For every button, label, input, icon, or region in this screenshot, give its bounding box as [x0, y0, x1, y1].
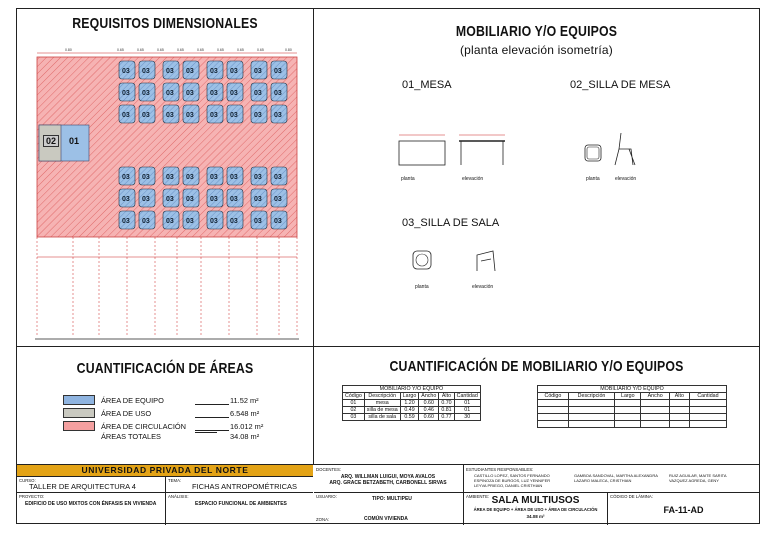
legend-label: ÁREA DE USO: [101, 409, 152, 418]
table-cell: 02: [343, 407, 365, 414]
table-cell: 0.60: [419, 414, 439, 421]
plan-chair-tag: 03: [230, 112, 238, 119]
plan-chair-tag: 03: [166, 196, 174, 203]
label-silla-mesa: 02_SILLA DE MESA: [570, 79, 671, 91]
estudiante-6: RUIZ AGUILAR, MAITE SARITA: [669, 473, 727, 478]
usuario-label: USUARIO:: [316, 494, 337, 499]
silla-mesa-planta-caption: planta: [586, 176, 600, 182]
table-cell: 0.77: [439, 414, 454, 421]
plan-chair-tag: 03: [142, 174, 150, 181]
table-cell: 0.70: [439, 400, 454, 407]
plan-chair-tag: 03: [210, 196, 218, 203]
legend-swatch: [63, 395, 95, 405]
plan-chair-tag: 03: [186, 174, 194, 181]
mob-table-2-header: Cantidad: [689, 393, 726, 400]
svg-text:0.65: 0.65: [137, 48, 144, 52]
table-cell: mesa: [364, 400, 400, 407]
plan-chair-tag: 03: [142, 112, 150, 119]
mob-table-2-header: Ancho: [641, 393, 669, 400]
section-title-cuant-mob: CUANTIFICACIÓN DE MOBILIARIO Y/O EQUIPOS: [389, 358, 684, 375]
university-banner: UNIVERSIDAD PRIVADA DEL NORTE: [17, 465, 313, 476]
plan-chair-tag: 03: [142, 218, 150, 225]
plan-chair-tag: 03: [122, 68, 130, 75]
plan-chair-tag: 03: [230, 196, 238, 203]
table-cell: 0.49: [400, 407, 419, 414]
svg-text:0.65: 0.65: [197, 48, 204, 52]
svg-text:0.65: 0.65: [177, 48, 184, 52]
titleblock-estudiantes: [464, 465, 759, 525]
plan-chair-tag: 03: [166, 112, 174, 119]
plan-chair-tag: 03: [230, 68, 238, 75]
legend-swatch: [63, 408, 95, 418]
analisis-value: ESPACIO FUNCIONAL DE AMBIENTES: [195, 501, 287, 507]
label-mesa: 01_MESA: [402, 79, 452, 91]
curso-value: TALLER DE ARQUITECTURA 4: [29, 482, 136, 491]
tema-value: FICHAS ANTROPOMÉTRICAS: [192, 482, 298, 491]
plan-chair-tag: 03: [122, 174, 130, 181]
plan-chair-tag: 03: [230, 90, 238, 97]
legend-swatch: [63, 421, 95, 431]
table-cell: 01: [343, 400, 365, 407]
estudiante-5: LAZARO MALECA, CRISTHIAN: [574, 478, 632, 483]
plan-chair-tag: 03: [210, 90, 218, 97]
plan-chair-tag: 03: [274, 218, 282, 225]
mob-table-header: Cantidad: [454, 393, 480, 400]
svg-text:0.65: 0.65: [157, 48, 164, 52]
plan-chair-tag: 03: [274, 196, 282, 203]
analisis-label: ANÁLISIS:: [168, 494, 189, 499]
legend-underline: [195, 422, 229, 431]
plan-chair-tag: 03: [230, 218, 238, 225]
area-total-underline: [195, 432, 217, 433]
docente-1: ARQ. WILLMAN LUIGUI, MOYA AVALOS: [340, 474, 436, 480]
estudiante-2: ESPINOZA DE BURGOS, LUZ YENNIFER: [474, 478, 551, 483]
estudiante-3: LEYVA PRIEGO, DANIEL CRISTHIAN: [474, 483, 543, 488]
legend-value: 11.52 m²: [230, 396, 259, 405]
table-cell: 0.46: [419, 407, 439, 414]
plan-chair-tag: 03: [186, 112, 194, 119]
tema-label: TEMA:: [168, 478, 182, 483]
table-cell: silla de mesa: [364, 407, 400, 414]
legend-value: 6.548 m²: [230, 409, 260, 418]
vertical-divider: [313, 9, 314, 464]
section-title-requisitos: REQUISITOS DIMENSIONALES: [72, 15, 258, 32]
plan-tag-01: 01: [69, 136, 80, 146]
table-cell: 30: [454, 414, 480, 421]
table-row-empty: [538, 400, 727, 407]
svg-text:0.65: 0.65: [117, 48, 124, 52]
legend-underline: [195, 396, 229, 405]
mesa-planta-caption: planta: [401, 176, 415, 182]
mob-table-header: Alto: [439, 393, 454, 400]
plan-chair-tag: 03: [210, 112, 218, 119]
table-row-empty: [538, 421, 727, 428]
table-cell: 01: [454, 400, 480, 407]
section-subtitle-mobiliario: (planta elevación isometría): [459, 43, 613, 57]
docentes-label: DOCENTES:: [316, 467, 342, 472]
plan-chair-tag: 03: [274, 174, 282, 181]
plan-chair-tag: 03: [254, 196, 262, 203]
proyecto-value: EDIFICIO DE USO MIXTOS CON ÉNFASIS EN VIVIENDA: [25, 501, 157, 507]
furniture-drawings: [389, 127, 689, 287]
mesa-elevacion-caption: elevación: [462, 176, 484, 182]
svg-text:0.65: 0.65: [237, 48, 244, 52]
plan-tag-02: 02: [43, 135, 59, 147]
silla-sala-planta-caption: planta: [415, 284, 429, 290]
mob-table-2-header: Descripción: [568, 393, 614, 400]
codigo-value: FA-11-AD: [663, 505, 704, 515]
table-row-empty: [538, 414, 727, 421]
plan-chair-tag: 03: [274, 112, 282, 119]
plan-chair-tag: 03: [166, 90, 174, 97]
table-row: [343, 414, 481, 421]
zona-label: ZONA:: [316, 517, 330, 522]
titleblock-left: [17, 465, 313, 525]
mob-table-header: Largo: [400, 393, 419, 400]
plan-chair-tag: 03: [230, 174, 238, 181]
plan-chair-tag: 03: [166, 68, 174, 75]
codigo-label: CÓDIGO DE LÁMINA:: [610, 494, 653, 499]
legend-underline: [195, 409, 229, 418]
mob-table-header: Código: [343, 393, 365, 400]
area-total-label: ÁREAS TOTALES: [101, 432, 161, 441]
plan-chair-tag: 03: [166, 174, 174, 181]
mobiliario-table-2: [537, 385, 727, 428]
legend-label: ÁREA DE CIRCULACIÓN: [101, 422, 187, 431]
mob-table-2-header: Alto: [669, 393, 689, 400]
legend-value: 16.012 m²: [230, 422, 264, 431]
plan-chair-tag: 03: [210, 218, 218, 225]
table-cell: 0.60: [419, 400, 439, 407]
curso-label: CURSO:: [19, 478, 36, 483]
plan-chair-tag: 03: [166, 218, 174, 225]
ambiente-sub: ÁREA DE EQUIPO + ÁREA DE USO + ÁREA DE CIRCULACIÓN: [473, 507, 598, 512]
plan-chair-tag: 03: [122, 90, 130, 97]
usuario-value: TIPO: MULTIPEU: [372, 496, 412, 502]
plan-chair-tag: 03: [122, 218, 130, 225]
plan-chair-tag: 03: [210, 174, 218, 181]
table-cell: 01: [454, 407, 480, 414]
plan-chair-tag: 03: [186, 196, 194, 203]
table-row-empty: [538, 407, 727, 414]
silla-sala-elevacion-caption: elevación: [472, 284, 494, 290]
plan-chair-tag: 03: [142, 196, 150, 203]
label-silla-sala: 03_SILLA DE SALA: [402, 217, 500, 229]
plan-chair-tag: 03: [186, 218, 194, 225]
plan-chair-tag: 03: [254, 174, 262, 181]
table-cell: 0.81: [439, 407, 454, 414]
ambiente-area: 34.08 m²: [526, 514, 545, 519]
horizontal-divider: [17, 346, 759, 347]
plan-chair-tag: 03: [254, 218, 262, 225]
table-cell: 03: [343, 414, 365, 421]
plan-chair-tag: 03: [274, 90, 282, 97]
plan-chair-tag: 03: [122, 196, 130, 203]
mob-table-2-header: Largo: [615, 393, 641, 400]
plan-chair-tag: 03: [186, 90, 194, 97]
estudiante-1: CASTILLO LOPEZ, SANTOS FERNANDO: [474, 473, 550, 478]
table-cell: 1.20: [400, 400, 419, 407]
section-title-mobiliario: MOBILIARIO Y/O EQUIPOS: [455, 23, 618, 40]
legend-label: ÁREA DE EQUIPO: [101, 396, 164, 405]
zona-value: COMÚN VIVIENDA: [364, 516, 408, 522]
floor-plan-drawing: [17, 37, 313, 346]
table-cell: silla de sala: [364, 414, 400, 421]
plan-chair-tag: 03: [186, 68, 194, 75]
plan-chair-tag: 03: [142, 90, 150, 97]
table-cell: 0.59: [400, 414, 419, 421]
plan-chair-tag: 03: [274, 68, 282, 75]
area-total-value: 34.08 m²: [230, 432, 260, 441]
plan-chair-tag: 03: [254, 112, 262, 119]
plan-chair-tag: 03: [254, 68, 262, 75]
ambiente-label: AMBIENTE:: [466, 494, 490, 499]
svg-text:0.65: 0.65: [217, 48, 224, 52]
proyecto-label: PROYECTO:: [19, 494, 45, 499]
mob-table-header: Descripción: [364, 393, 400, 400]
drawing-sheet: [16, 8, 760, 524]
section-title-cuant-areas: CUANTIFICACIÓN DE ÁREAS: [76, 360, 254, 377]
mobiliario-table-1: [342, 385, 481, 421]
silla-mesa-elevacion-caption: elevación: [615, 176, 637, 182]
estudiante-7: VAZQUEZ AGREDA, GENY: [669, 478, 719, 483]
plan-chair-tag: 03: [254, 90, 262, 97]
titleblock-docentes: [314, 465, 464, 525]
docente-2: ARQ. GRACE BETZABETH, CARBONELL SIRVAS: [329, 480, 447, 486]
plan-chair-tag: 03: [142, 68, 150, 75]
svg-text:0.80: 0.80: [285, 48, 292, 52]
mob-table-2-header: Código: [538, 393, 569, 400]
ambiente-value: SALA MULTIUSOS: [491, 495, 580, 506]
estudiantes-label: ESTUDIANTES RESPONSABLES:: [466, 467, 534, 472]
table-row: [343, 400, 481, 407]
mob-table-header: Ancho: [419, 393, 439, 400]
plan-chair-tag: 03: [210, 68, 218, 75]
svg-text:0.80: 0.80: [65, 48, 72, 52]
mob-table-2-title: MOBILIARIO Y/O EQUIPO: [538, 386, 727, 393]
plan-chair-tag: 03: [122, 112, 130, 119]
estudiante-4: GAMBOA SANDOVAL, MARTHA ALEXANDRA: [574, 473, 658, 478]
svg-text:0.65: 0.65: [257, 48, 264, 52]
table-row: [343, 407, 481, 414]
mob-table-title: MOBILIARIO Y/O EQUIPO: [343, 386, 481, 393]
